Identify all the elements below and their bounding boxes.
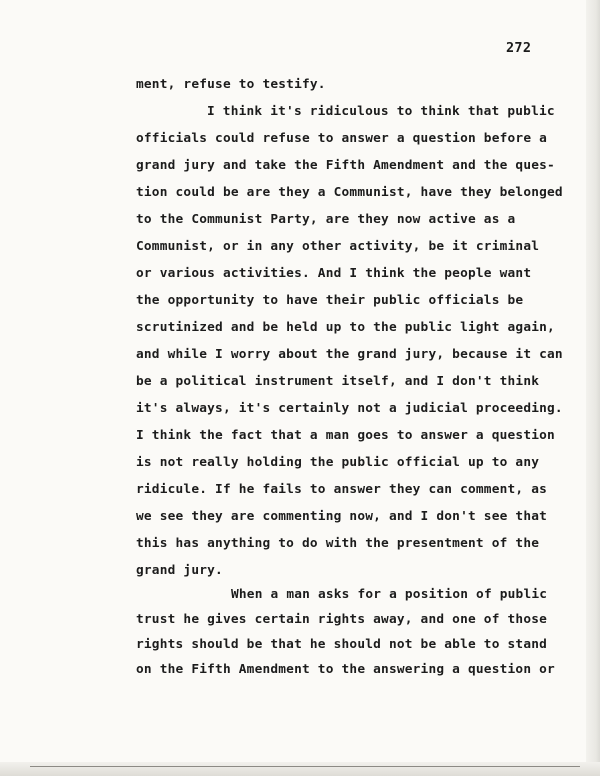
text-line: be a political instrument itself, and I don't think — [136, 374, 540, 389]
text-line: is not really holding the public official up to any — [136, 455, 540, 470]
text-line: scrutinized and be held up to the public light again, — [136, 320, 555, 335]
text-line: to the Communist Party, are they now active as a — [136, 212, 516, 227]
text-line: tion could be are they a Communist, have they belonged — [136, 185, 563, 200]
text-line: we see they are commenting now, and I don't see that — [136, 509, 548, 524]
text-line: and while I worry about the grand jury, because it can — [136, 347, 563, 362]
text-line: grand jury and take the Fifth Amendment and the ques- — [136, 158, 555, 173]
text-line: ridicule. If he fails to answer they can comment, as — [136, 482, 548, 497]
text-line: this has anything to do with the presentment of the — [136, 536, 540, 551]
text-line: grand jury. — [136, 563, 223, 578]
page-bottom-edge — [0, 762, 600, 776]
text-line: When a man asks for a position of public — [231, 587, 548, 602]
page-right-edge — [586, 0, 600, 776]
text-line: ment, refuse to testify. — [136, 77, 326, 92]
page-bottom-line — [30, 766, 580, 767]
text-line: rights should be that he should not be able to stand — [136, 637, 548, 652]
text-line: the opportunity to have their public officials be — [136, 293, 524, 308]
text-line: Communist, or in any other activity, be it criminal — [136, 239, 540, 254]
text-line: officials could refuse to answer a question before a — [136, 131, 548, 146]
text-line: on the Fifth Amendment to the answering a question or — [136, 662, 555, 677]
text-line: or various activities. And I think the people want — [136, 266, 532, 281]
text-line: I think the fact that a man goes to answer a question — [136, 428, 555, 443]
text-line: trust he gives certain rights away, and one of those — [136, 612, 548, 627]
text-line: it's always, it's certainly not a judicial proceeding. — [136, 401, 563, 416]
text-line: I think it's ridiculous to think that public — [207, 104, 555, 119]
page-number: 272 — [506, 40, 532, 56]
